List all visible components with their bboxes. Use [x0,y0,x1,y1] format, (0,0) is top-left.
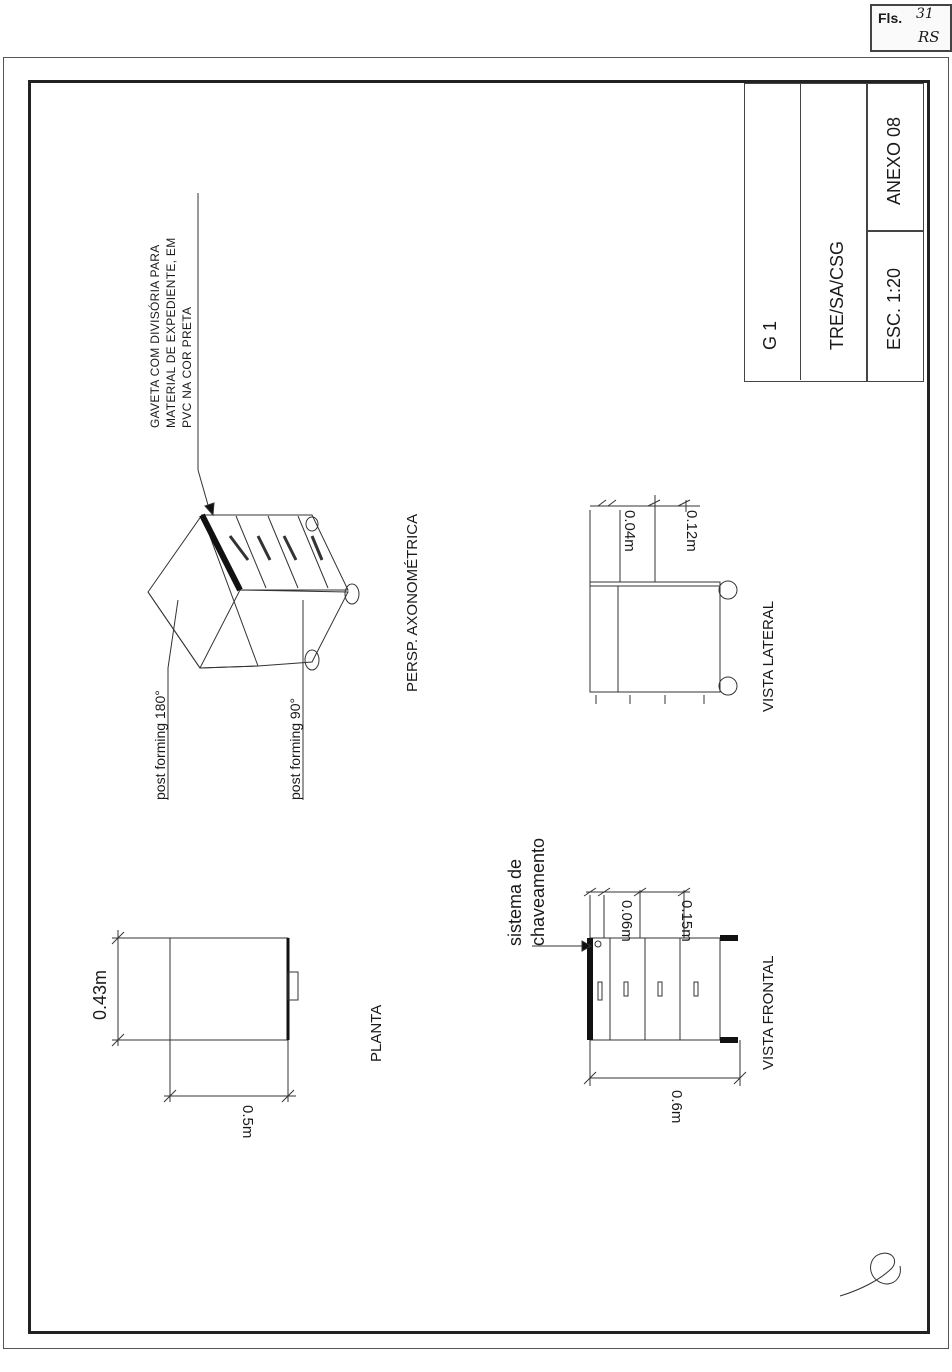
plan-width-dim: 0.5m [239,1105,256,1139]
drawer-note-line-2: MATERIAL DE EXPEDIENTE, EM [164,237,178,428]
key-system-line-1: sistema de [505,858,525,946]
frontal-view-cabinet [532,888,746,1086]
post-forming-90-label: post forming 90° [287,697,303,800]
stamp-page-number: 31 [916,6,934,22]
post-forming-180-label: post forming 180° [152,690,168,800]
lateral-dim-b: 0.04m [621,510,638,552]
key-system-line-2: chaveamento [528,837,548,946]
plan-title: PLANTA [368,1004,385,1062]
drawer-note-leader [198,193,214,515]
frontal-view-title: VISTA FRONTAL [760,955,777,1070]
title-block-scale: ESC. 1:20 [884,267,904,350]
drawer-note-line-1: GAVETA COM DIVISÓRIA PARA [148,244,162,428]
plan-view-cabinet [112,930,298,1102]
lateral-view-title: VISTA LATERAL [760,600,777,712]
title-block-code: G 1 [760,320,780,350]
plan-depth-dim: 0.43m [90,969,110,1020]
frontal-dim-a: 0.15m [678,900,695,942]
title-block-department: TRE/SA/CSG [827,240,847,350]
frontal-dim-b: 0.06m [618,900,635,942]
lateral-view-cabinet [590,495,737,704]
perspective-title: PERSP. AXONOMÉTRICA [404,513,421,692]
drawer-note-line-3: PVC NA COR PRETA [180,306,194,428]
frontal-width-dim: 0.6m [668,1090,685,1124]
lateral-dim-a: 0.12m [683,510,700,552]
stamp-initials: RS [918,28,940,46]
axonometric-cabinet [148,515,359,800]
signature-mark [840,1253,900,1296]
stamp-label: Fls. [878,10,903,26]
title-block-annex: ANEXO 08 [884,116,904,205]
